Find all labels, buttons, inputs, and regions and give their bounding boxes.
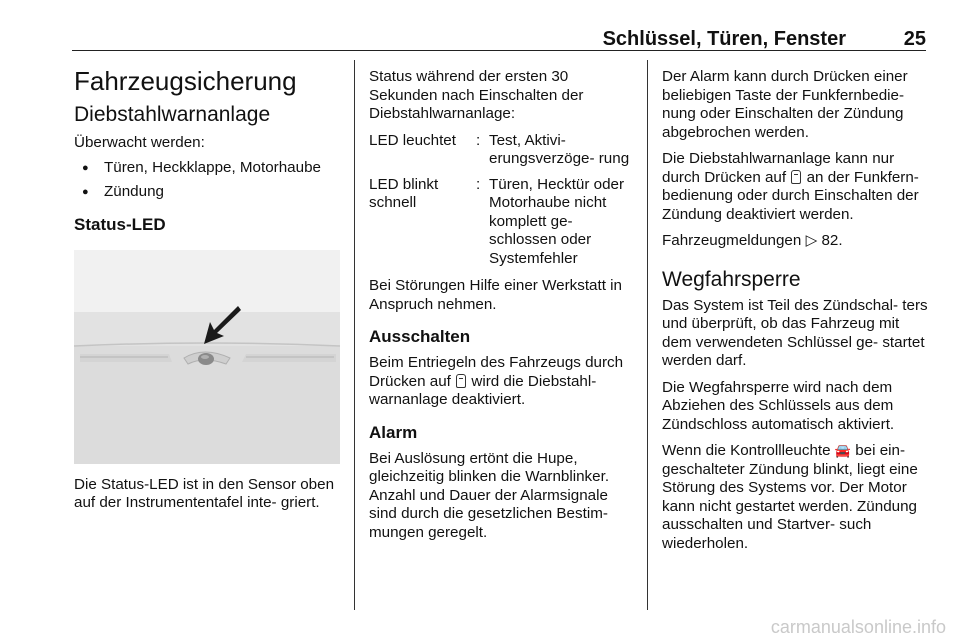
alarm-cancel-text: Der Alarm kann durch Drücken einer beliebigen Taste der Funkfernbedie- nung oder Einschalten der Zündung abgebrochen werden.: [662, 68, 908, 141]
column-1: [74, 60, 344, 513]
led-status-table: [369, 132, 633, 276]
watermark: carmanualsonline.info: [770, 617, 946, 637]
column-divider: [647, 60, 648, 610]
column-divider: [354, 60, 355, 610]
alarm-text: Bei Auslösung ertönt die Hupe, gleichzeitig blinken die Warnblinker. Anzahl und Dauer der Alarmsignale sind durch die gesetzlichen Bestim- mungen geregelt.: [369, 449, 610, 541]
page-reference-link[interactable]: ▷ 82.: [805, 232, 843, 249]
ausschalten-text: Beim Entriegeln des Fahrzeugs durch Drücken auf wird die Diebstahl- warnanlage deaktiviert.: [369, 354, 624, 408]
status-led-photo: [74, 250, 340, 464]
status-intro: Status während der ersten 30 Sekunden nach Einschalten der Diebstahlwarnanlage:: [369, 68, 584, 122]
vehicle-messages-ref: Fahrzeugmeldungen ▷ 82.: [662, 232, 843, 249]
separator: :: [476, 175, 481, 193]
led-state-meaning: Test, Aktivi- erungsverzöge- rung: [489, 131, 630, 167]
subsection-heading: Diebstahlwarnanlage: [74, 103, 271, 126]
led-state-label: LED blinkt schnell: [369, 175, 439, 211]
list-item: ● Zündung: [74, 183, 344, 202]
separator: :: [476, 131, 481, 149]
page-header: [72, 26, 926, 51]
list-item: ● Türen, Heckklappe, Motorhaube: [74, 159, 344, 178]
status-led-heading: Status-LED: [74, 214, 166, 234]
table-row: [369, 176, 633, 276]
section-heading: Fahrzeugsicherung: [74, 66, 297, 96]
led-state-meaning: Türen, Hecktür oder Motorhaube nicht komplett ge- schlossen oder Systemfehler: [489, 175, 625, 267]
immobilizer-activation-text: Die Wegfahrsperre wird nach dem Abziehen des Schlüssels aus dem Zündschloss automatisch aktiviert.: [662, 378, 895, 433]
alarm-heading: Alarm: [369, 422, 418, 442]
unlock-icon: [791, 170, 801, 184]
column-2: [369, 60, 637, 542]
led-state-label: LED leuchtet: [369, 131, 456, 149]
led-caption: Die Status-LED ist in den Sensor oben auf der Instrumententafel inte- griert.: [74, 475, 335, 511]
ausschalten-heading: Ausschalten: [369, 327, 471, 346]
monitored-list: [74, 159, 344, 202]
unlock-icon: [456, 374, 466, 388]
immobilizer-warning-icon: 🚘: [834, 443, 851, 458]
immobilizer-fault-text: Wenn die Kontrollleuchte 🚘 bei ein- geschalteter Zündung blinkt, liegt eine Störung des Systems vor. Der Motor kann nicht gestartet werden. Zündung ausschalten und Startver- such wiederholen.: [662, 442, 918, 552]
intro-text: Überwacht werden:: [74, 134, 205, 151]
wegfahrsperre-heading: Wegfahrsperre: [662, 267, 801, 291]
table-row: [369, 132, 633, 176]
page-number: 25: [903, 28, 926, 50]
column-3: [662, 60, 928, 553]
deactivate-text: Die Diebstahlwarnanlage kann nur durch Drücken auf an der Funkfern- bedienung oder durch Einschalten der Zündung deaktiviert werden.: [662, 150, 919, 223]
header-title: Schlüssel, Türen, Fenster: [602, 28, 846, 50]
immobilizer-text: Das System ist Teil des Zündschal- ters und überprüft, ob das Fahrzeug mit dem verwendeten Schlüssel ge- startet werden darf.: [662, 296, 928, 369]
fault-text: Bei Störungen Hilfe einer Werkstatt in Anspruch nehmen.: [369, 277, 622, 313]
